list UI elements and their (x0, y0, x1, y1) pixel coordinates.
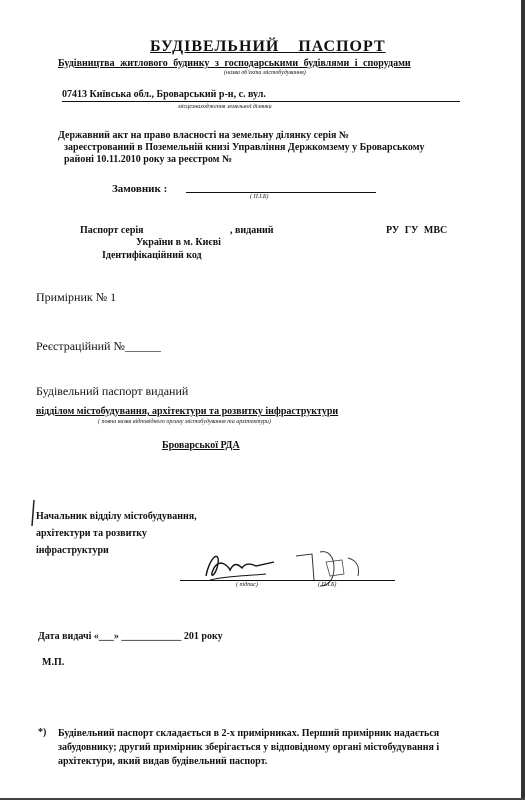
state-act-block (58, 130, 425, 166)
customer-pib-caption: ( П.І.Б) (250, 194, 269, 200)
issuing-department: відділом містобудування, архітектури та розвитку інфраструктури (36, 406, 339, 417)
copy-number: Примірник № 1 (36, 290, 117, 304)
document-title: БУДІВЕЛЬНИЙ ПАСПОРТ (150, 38, 386, 55)
registration-number: Реєстраційний №______ (36, 339, 161, 353)
passport-issued-label: , виданий (230, 225, 274, 236)
head-line-1: Начальник відділу містобудування, (36, 511, 197, 522)
identification-code-label: Ідентифікаційний код (102, 250, 202, 261)
issued-by-label: Будівельний паспорт виданий (36, 384, 189, 398)
department-caption: ( повна назва відповідного органу містобудування та архітектури) (98, 419, 271, 425)
signature-pib-caption: ( П.І.Б) (318, 582, 337, 588)
scan-mark (26, 498, 40, 528)
address-underline (62, 101, 460, 102)
stamp-place-label: М.П. (42, 657, 65, 668)
address-line: 07413 Київська обл., Броварський р-н, с. вул. (62, 89, 266, 100)
document-subtitle: Будівництва житлового будинку з господарськими будівлями і спорудами (58, 58, 411, 69)
state-act-line-1: Державний акт на право власності на земельну ділянку серія № (58, 130, 349, 141)
customer-label: Замовник : (112, 183, 168, 195)
object-caption: (назва об'єкта містобудування) (224, 70, 306, 76)
state-act-line-2: зареєстрований в Поземельній книзі Управління Держкомзему у Броварському (64, 142, 425, 153)
passport-series-label: Паспорт серія (80, 225, 144, 236)
administration-name: Броварської РДА (162, 440, 240, 451)
footnote-text: Будівельний паспорт складається в 2-х примірниках. Перший примірник надається забудовнику; другий примірник зберігається у відповідному органі містобудування і архітектури, який видав будівельний паспорт. (58, 728, 440, 767)
customer-underline (186, 192, 376, 193)
head-line-2: архітектури та розвитку (36, 528, 147, 539)
state-act-line-3: районі 10.11.2010 року за реєстром № (64, 154, 233, 165)
head-of-department-block (36, 508, 197, 559)
footnote-marker: *) (38, 727, 47, 738)
signature-line (180, 580, 395, 581)
scan-edge-right (521, 0, 525, 800)
issue-date-line: Дата видачі «___» ____________ 201 року (38, 631, 223, 642)
passport-department: РУ ГУ МВС (386, 225, 448, 236)
location-caption: місцезнаходження земельної ділянки (178, 104, 272, 110)
head-line-3: інфраструктури (36, 545, 109, 556)
passport-line-2: України в м. Києві (136, 237, 221, 248)
signature-caption: ( підпис) (236, 582, 258, 588)
